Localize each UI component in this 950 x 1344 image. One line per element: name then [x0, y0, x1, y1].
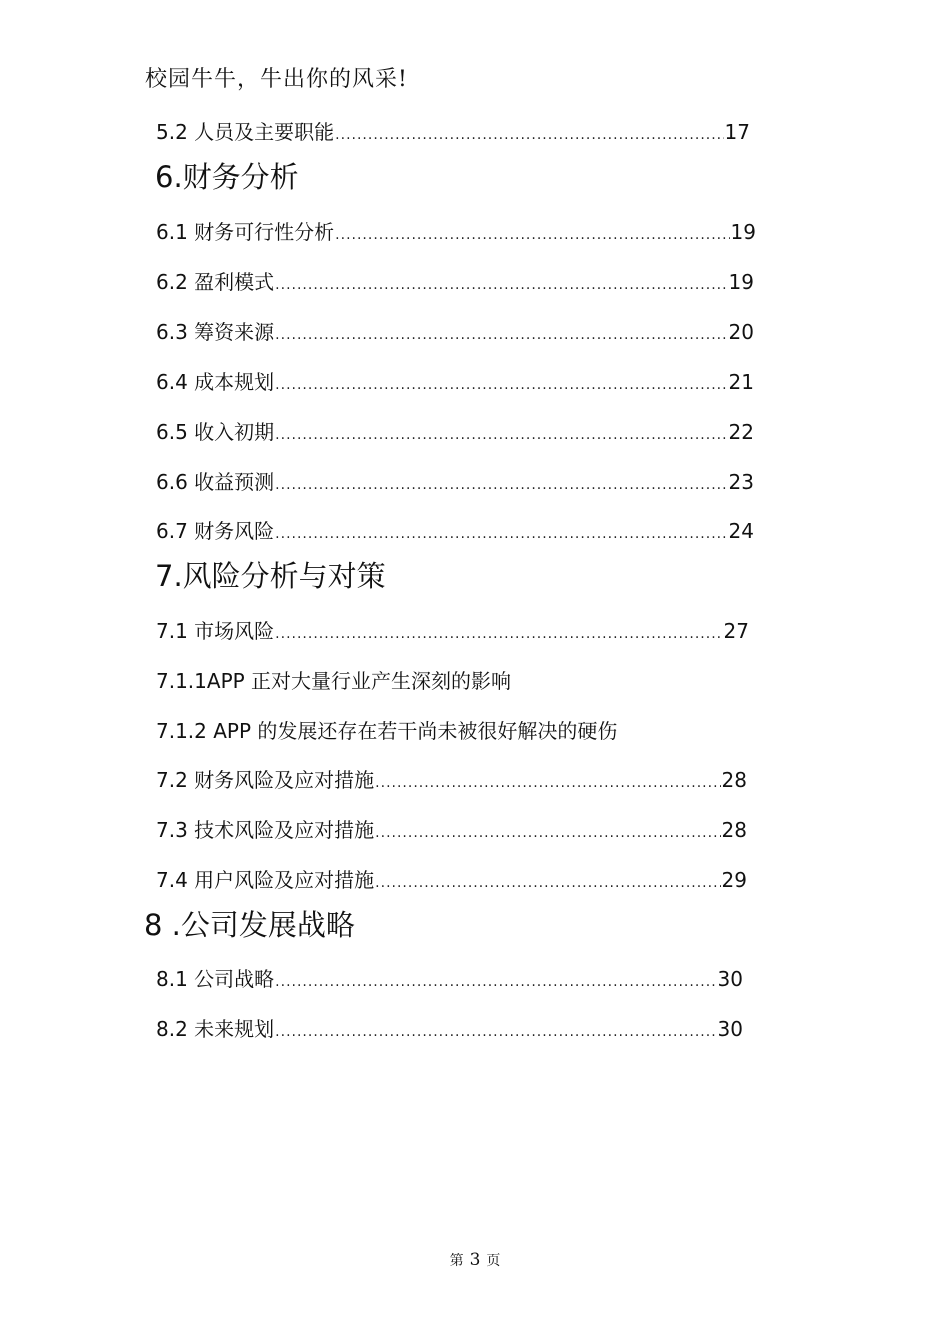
toc-entry-label: 7.2 财务风险及应对措施 [156, 768, 375, 792]
toc-entry-page: 30 [717, 967, 743, 991]
toc-entry-label: 7.4 用户风险及应对措施 [156, 868, 375, 892]
toc-leader-dots [375, 825, 720, 841]
toc-entry-page: 19 [730, 220, 756, 244]
toc-entry-page: 23 [728, 470, 754, 494]
toc-entry-6-3[interactable] [156, 316, 754, 346]
toc-entry-6-1[interactable] [156, 216, 756, 246]
toc-entry-page: 20 [728, 320, 754, 344]
toc-entry-7-1-2[interactable] [156, 715, 617, 745]
toc-entry-label: 7.1 市场风险 [156, 619, 275, 643]
toc-entry-6-6[interactable] [156, 466, 754, 496]
toc-entry-label: 6.2 盈利模式 [156, 270, 275, 294]
toc-entry-6-2[interactable] [156, 266, 754, 296]
toc-entry-label: 7.1.2 APP 的发展还存在若干尚未被很好解决的硬伤 [156, 719, 618, 743]
toc-entry-label: 8.1 公司战略 [156, 967, 275, 991]
toc-entry-7-2[interactable] [156, 764, 747, 794]
toc-entry-label: 7.3 技术风险及应对措施 [156, 818, 375, 842]
toc-entry-7-1[interactable] [156, 615, 749, 645]
page-header-slogan: 校园牛牛，牛出你的风采! [145, 67, 408, 92]
toc-entry-label: 6.6 收益预测 [156, 470, 275, 494]
toc-entry-7-3[interactable] [156, 814, 747, 844]
toc-entry-page: 19 [728, 270, 754, 294]
toc-entry-label: 8.2 未来规划 [156, 1017, 275, 1041]
toc-leader-dots [275, 277, 727, 293]
toc-entry-7-1-1[interactable] [156, 665, 511, 695]
toc-entry-label: 6.1 财务可行性分析 [156, 220, 335, 244]
toc-section-8[interactable]: 8 .公司发展战略 [144, 908, 355, 942]
toc-leader-dots [275, 327, 727, 343]
toc-entry-page: 24 [728, 519, 754, 543]
toc-leader-dots [375, 875, 720, 891]
toc-entry-7-4[interactable] [156, 864, 747, 894]
toc-entry-page: 21 [728, 370, 754, 394]
toc-entry-8-1[interactable] [156, 963, 743, 993]
toc-section-7[interactable]: 7.风险分析与对策 [155, 559, 386, 593]
toc-entry-page: 28 [721, 818, 747, 842]
toc-entry-label: 6.3 筹资来源 [156, 320, 275, 344]
toc-entry-page: 27 [723, 619, 749, 643]
toc-leader-dots [275, 477, 727, 493]
toc-entry-6-4[interactable] [156, 366, 754, 396]
toc-entry-page: 29 [721, 868, 747, 892]
toc-section-6[interactable]: 6.财务分析 [155, 160, 299, 194]
toc-entry-5-2[interactable] [156, 116, 750, 146]
page-footer [0, 1250, 950, 1270]
toc-entry-page: 28 [721, 768, 747, 792]
toc-entry-label: 6.7 财务风险 [156, 519, 275, 543]
toc-entry-page: 30 [717, 1017, 743, 1041]
toc-leader-dots [375, 775, 720, 791]
toc-leader-dots [335, 127, 723, 143]
toc-leader-dots [275, 626, 722, 642]
footer-page-number: 3 [469, 1250, 481, 1270]
toc-entry-page: 17 [724, 120, 750, 144]
toc-entry-label: 5.2 人员及主要职能 [156, 120, 335, 144]
toc-entry-label: 6.4 成本规划 [156, 370, 275, 394]
toc-leader-dots [275, 974, 716, 990]
toc-entry-page: 22 [728, 420, 754, 444]
toc-leader-dots [275, 377, 727, 393]
toc-leader-dots [275, 427, 727, 443]
toc-entry-6-7[interactable] [156, 515, 754, 545]
toc-leader-dots [335, 227, 729, 243]
toc-entry-8-2[interactable] [156, 1013, 743, 1043]
toc-leader-dots [275, 1024, 716, 1040]
toc-entry-label: 7.1.1APP 正对大量行业产生深刻的影响 [156, 669, 512, 693]
footer-prefix: 第 [449, 1253, 464, 1269]
toc-entry-6-5[interactable] [156, 416, 754, 446]
toc-entry-label: 6.5 收入初期 [156, 420, 275, 444]
footer-suffix: 页 [486, 1253, 501, 1269]
toc-leader-dots [275, 526, 727, 542]
